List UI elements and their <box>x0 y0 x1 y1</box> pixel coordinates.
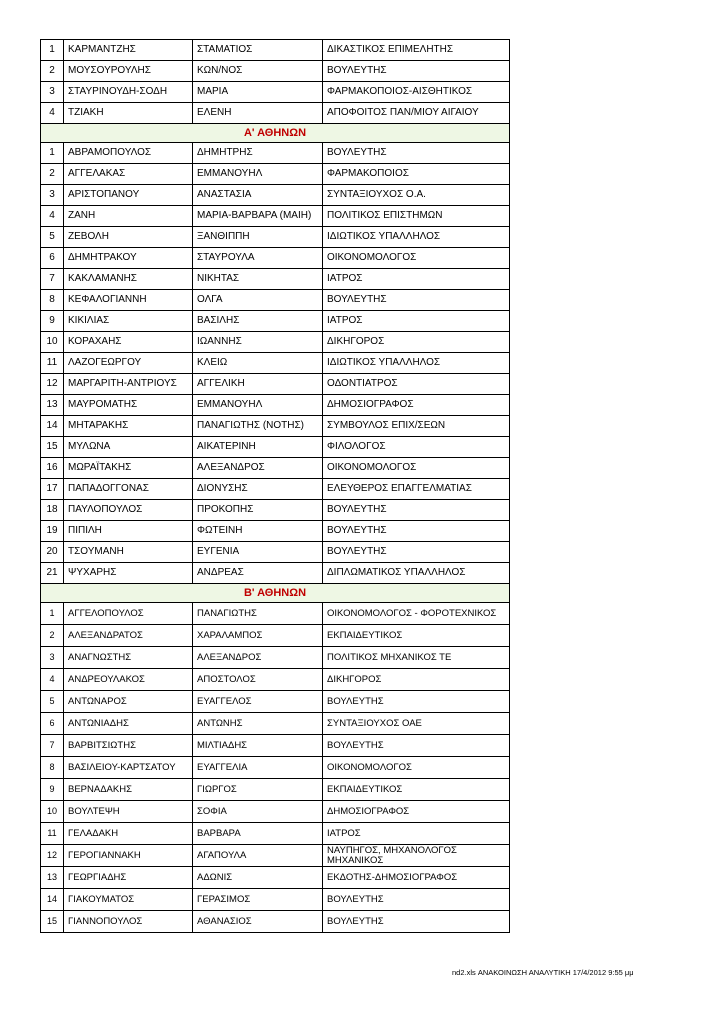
table-row <box>41 164 510 185</box>
row-number: 3 <box>41 647 64 669</box>
section-b-rows <box>41 603 510 933</box>
first-name-cell: ΜΑΡΙΑ <box>193 82 323 103</box>
row-number: 10 <box>41 801 64 823</box>
row-number: 7 <box>41 269 64 290</box>
profession-cell: ΔΙΚΑΣΤΙΚΟΣ ΕΠΙΜΕΛΗΤΗΣ <box>323 40 510 61</box>
first-name-cell: ΒΑΡΒΑΡΑ <box>193 823 323 845</box>
section-header-a <box>41 124 510 143</box>
profession-cell: ΟΙΚΟΝΟΜΟΛΟΓΟΣ - ΦΟΡΟΤΕΧΝΙΚΟΣ <box>323 603 510 625</box>
profession-cell: ΒΟΥΛΕΥΤΗΣ <box>323 735 510 757</box>
candidate-table <box>40 39 510 933</box>
profession-cell: ΙΑΤΡΟΣ <box>323 311 510 332</box>
table-row <box>41 500 510 521</box>
table-row <box>41 801 510 823</box>
table-row <box>41 269 510 290</box>
row-number: 2 <box>41 164 64 185</box>
profession-cell: ΔΗΜΟΣΙΟΓΡΑΦΟΣ <box>323 801 510 823</box>
table-row <box>41 395 510 416</box>
sheet-footer: nd2.xls ΑΝΑΚΟΙΝΩΣΗ ΑΝΑΛΥΤΙΚΗ 17/4/2012 9:55 μμ <box>452 968 634 977</box>
profession-cell: ΠΟΛΙΤΙΚΟΣ ΕΠΙΣΤΗΜΩΝ <box>323 206 510 227</box>
first-name-cell: ΕΜΜΑΝΟΥΗΛ <box>193 395 323 416</box>
row-number: 16 <box>41 458 64 479</box>
surname-cell: ΜΑΥΡΟΜΑΤΗΣ <box>64 395 193 416</box>
table-row <box>41 713 510 735</box>
surname-cell: ΑΓΓΕΛΟΠΟΥΛΟΣ <box>64 603 193 625</box>
profession-cell: ΦΑΡΜΑΚΟΠΟΙΟΣ <box>323 164 510 185</box>
row-number: 9 <box>41 779 64 801</box>
table-row <box>41 845 510 867</box>
row-number: 11 <box>41 823 64 845</box>
row-number: 2 <box>41 61 64 82</box>
table-row <box>41 40 510 61</box>
first-name-cell: ΣΤΑΜΑΤΙΟΣ <box>193 40 323 61</box>
surname-cell: ΣΤΑΥΡΙΝΟΥΔΗ-ΣΟΔΗ <box>64 82 193 103</box>
row-number: 5 <box>41 691 64 713</box>
table-row <box>41 437 510 458</box>
surname-cell: ΓΕΡΟΓΙΑΝΝΑΚΗ <box>64 845 193 867</box>
row-number: 10 <box>41 332 64 353</box>
row-number: 1 <box>41 143 64 164</box>
profession-cell: ΕΛΕΥΘΕΡΟΣ ΕΠΑΓΓΕΛΜΑΤΙΑΣ <box>323 479 510 500</box>
table-row <box>41 669 510 691</box>
first-name-cell: ΕΛΕΝΗ <box>193 103 323 124</box>
row-number: 7 <box>41 735 64 757</box>
surname-cell: ΑΒΡΑΜΟΠΟΥΛΟΣ <box>64 143 193 164</box>
profession-cell: ΒΟΥΛΕΥΤΗΣ <box>323 889 510 911</box>
first-name-cell: ΑΓΑΠΟΥΛΑ <box>193 845 323 867</box>
profession-cell: ΔΙΚΗΓΟΡΟΣ <box>323 669 510 691</box>
first-name-cell: ΑΛΕΞΑΝΔΡΟΣ <box>193 647 323 669</box>
profession-cell: ΟΙΚΟΝΟΜΟΛΟΓΟΣ <box>323 757 510 779</box>
section-a-header-group <box>41 124 510 143</box>
table-row <box>41 374 510 395</box>
profession-cell: ΙΑΤΡΟΣ <box>323 823 510 845</box>
section-title-a: Α' ΑΘΗΝΩΝ <box>41 124 510 143</box>
row-number: 15 <box>41 437 64 458</box>
row-number: 19 <box>41 521 64 542</box>
profession-cell: ΟΙΚΟΝΟΜΟΛΟΓΟΣ <box>323 248 510 269</box>
first-name-cell: ΞΑΝΘΙΠΠΗ <box>193 227 323 248</box>
first-name-cell: ΑΔΩΝΙΣ <box>193 867 323 889</box>
first-name-cell: ΚΩΝ/ΝΟΣ <box>193 61 323 82</box>
surname-cell: ΠΑΠΑΔΟΓΓΟΝΑΣ <box>64 479 193 500</box>
table-row <box>41 479 510 500</box>
profession-cell: ΒΟΥΛΕΥΤΗΣ <box>323 521 510 542</box>
surname-cell: ΖΕΒΟΛΗ <box>64 227 193 248</box>
first-name-cell: ΜΑΡΙΑ-ΒΑΡΒΑΡΑ (ΜΑΙΗ) <box>193 206 323 227</box>
surname-cell: ΑΛΕΞΑΝΔΡΑΤΟΣ <box>64 625 193 647</box>
first-name-cell: ΚΛΕΙΩ <box>193 353 323 374</box>
section-header-b <box>41 584 510 603</box>
table-row <box>41 248 510 269</box>
profession-cell: ΦΑΡΜΑΚΟΠΟΙΟΣ-ΑΙΣΘΗΤΙΚΟΣ <box>323 82 510 103</box>
surname-cell: ΜΩΡΑΪΤΑΚΗΣ <box>64 458 193 479</box>
table-row <box>41 458 510 479</box>
profession-cell: ΒΟΥΛΕΥΤΗΣ <box>323 911 510 933</box>
first-name-cell: ΑΝΔΡΕΑΣ <box>193 563 323 584</box>
table-row <box>41 332 510 353</box>
surname-cell: ΤΖΙΑΚΗ <box>64 103 193 124</box>
row-number: 5 <box>41 227 64 248</box>
row-number: 4 <box>41 103 64 124</box>
surname-cell: ΓΙΑΚΟΥΜΑΤΟΣ <box>64 889 193 911</box>
surname-cell: ΛΑΖΟΓΕΩΡΓΟΥ <box>64 353 193 374</box>
row-number: 9 <box>41 311 64 332</box>
table-row <box>41 185 510 206</box>
row-number: 11 <box>41 353 64 374</box>
table-row <box>41 823 510 845</box>
first-name-cell: ΑΛΕΞΑΝΔΡΟΣ <box>193 458 323 479</box>
row-number: 15 <box>41 911 64 933</box>
first-name-cell: ΣΤΑΥΡΟΥΛΑ <box>193 248 323 269</box>
table-row <box>41 542 510 563</box>
first-name-cell: ΕΥΓΕΝΙΑ <box>193 542 323 563</box>
surname-cell: ΤΣΟΥΜΑΝΗ <box>64 542 193 563</box>
surname-cell: ΒΑΡΒΙΤΣΙΩΤΗΣ <box>64 735 193 757</box>
first-name-cell: ΑΘΑΝΑΣΙΟΣ <box>193 911 323 933</box>
row-number: 4 <box>41 206 64 227</box>
surname-cell: ΓΙΑΝΝΟΠΟΥΛΟΣ <box>64 911 193 933</box>
row-number: 14 <box>41 416 64 437</box>
table-row <box>41 103 510 124</box>
row-number: 14 <box>41 889 64 911</box>
row-number: 8 <box>41 757 64 779</box>
row-number: 4 <box>41 669 64 691</box>
first-name-cell: ΔΗΜΗΤΡΗΣ <box>193 143 323 164</box>
table-row <box>41 82 510 103</box>
table-row <box>41 563 510 584</box>
surname-cell: ΔΗΜΗΤΡΑΚΟΥ <box>64 248 193 269</box>
surname-cell: ΚΙΚΙΛΙΑΣ <box>64 311 193 332</box>
first-name-cell: ΠΑΝΑΓΙΩΤΗΣ (ΝΟΤΗΣ) <box>193 416 323 437</box>
profession-cell: ΣΥΝΤΑΞΙΟΥΧΟΣ ΟΑΕ <box>323 713 510 735</box>
table-row <box>41 867 510 889</box>
table-row <box>41 735 510 757</box>
first-name-cell: ΓΙΩΡΓΟΣ <box>193 779 323 801</box>
surname-cell: ΚΑΡΜΑΝΤΖΗΣ <box>64 40 193 61</box>
table-row <box>41 206 510 227</box>
first-name-cell: ΑΠΟΣΤΟΛΟΣ <box>193 669 323 691</box>
row-number: 18 <box>41 500 64 521</box>
row-number: 2 <box>41 625 64 647</box>
surname-cell: ΑΝΤΩΝΑΡΟΣ <box>64 691 193 713</box>
surname-cell: ΑΝΤΩΝΙΑΔΗΣ <box>64 713 193 735</box>
profession-cell: ΒΟΥΛΕΥΤΗΣ <box>323 542 510 563</box>
profession-cell: ΕΚΠΑΙΔΕΥΤΙΚΟΣ <box>323 625 510 647</box>
profession-cell: ΟΔΟΝΤΙΑΤΡΟΣ <box>323 374 510 395</box>
table-row <box>41 691 510 713</box>
surname-cell: ΠΑΥΛΟΠΟΥΛΟΣ <box>64 500 193 521</box>
table-row <box>41 353 510 374</box>
surname-cell: ΜΗΤΑΡΑΚΗΣ <box>64 416 193 437</box>
profession-cell: ΒΟΥΛΕΥΤΗΣ <box>323 500 510 521</box>
surname-cell: ΜΑΡΓΑΡΙΤΗ-ΑΝΤΡΙΟΥΣ <box>64 374 193 395</box>
row-number: 6 <box>41 713 64 735</box>
surname-cell: ΓΕΛΑΔΑΚΗ <box>64 823 193 845</box>
row-number: 21 <box>41 563 64 584</box>
profession-cell: ΠΟΛΙΤΙΚΟΣ ΜΗΧΑΝΙΚΟΣ ΤΕ <box>323 647 510 669</box>
first-name-cell: ΙΩΑΝΝΗΣ <box>193 332 323 353</box>
row-number: 12 <box>41 374 64 395</box>
first-name-cell: ΑΙΚΑΤΕΡΙΝΗ <box>193 437 323 458</box>
profession-cell: ΙΔΙΩΤΙΚΟΣ ΥΠΑΛΛΗΛΟΣ <box>323 353 510 374</box>
profession-cell: ΔΙΠΛΩΜΑΤΙΚΟΣ ΥΠΑΛΛΗΛΟΣ <box>323 563 510 584</box>
profession-cell: ΒΟΥΛΕΥΤΗΣ <box>323 143 510 164</box>
table-row <box>41 227 510 248</box>
surname-cell: ΒΑΣΙΛΕΙΟΥ-ΚΑΡΤΣΑΤΟΥ <box>64 757 193 779</box>
profession-cell: ΕΚΔΟΤΗΣ-ΔΗΜΟΣΙΟΓΡΑΦΟΣ <box>323 867 510 889</box>
profession-cell: ΒΟΥΛΕΥΤΗΣ <box>323 61 510 82</box>
first-name-cell: ΔΙΟΝΥΣΗΣ <box>193 479 323 500</box>
first-name-cell: ΕΥΑΓΓΕΛΙΑ <box>193 757 323 779</box>
first-name-cell: ΠΡΟΚΟΠΗΣ <box>193 500 323 521</box>
first-name-cell: ΟΛΓΑ <box>193 290 323 311</box>
profession-cell: ΟΙΚΟΝΟΜΟΛΟΓΟΣ <box>323 458 510 479</box>
surname-cell: ΖΑΝΗ <box>64 206 193 227</box>
profession-cell: ΔΙΚΗΓΟΡΟΣ <box>323 332 510 353</box>
row-number: 1 <box>41 40 64 61</box>
first-name-cell: ΠΑΝΑΓΙΩΤΗΣ <box>193 603 323 625</box>
first-name-cell: ΑΝΤΩΝΗΣ <box>193 713 323 735</box>
profession-cell: ΒΟΥΛΕΥΤΗΣ <box>323 691 510 713</box>
surname-cell: ΜΟΥΣΟΥΡΟΥΛΗΣ <box>64 61 193 82</box>
first-name-cell: ΦΩΤΕΙΝΗ <box>193 521 323 542</box>
first-name-cell: ΒΑΣΙΛΗΣ <box>193 311 323 332</box>
profession-cell: ΦΙΛΟΛΟΓΟΣ <box>323 437 510 458</box>
first-name-cell: ΣΟΦΙΑ <box>193 801 323 823</box>
surname-cell: ΑΝΑΓΝΩΣΤΗΣ <box>64 647 193 669</box>
surname-cell: ΒΟΥΛΤΕΨΗ <box>64 801 193 823</box>
profession-cell: ΔΗΜΟΣΙΟΓΡΑΦΟΣ <box>323 395 510 416</box>
table-row <box>41 311 510 332</box>
table-row <box>41 647 510 669</box>
profession-cell: ΝΑΥΠΗΓΟΣ, ΜΗΧΑΝΟΛΟΓΟΣ ΜΗΧΑΝΙΚΟΣ <box>323 845 510 867</box>
section-a-rows <box>41 143 510 584</box>
first-name-cell: ΕΥΑΓΓΕΛΟΣ <box>193 691 323 713</box>
row-number: 3 <box>41 185 64 206</box>
profession-cell: ΣΥΜΒΟΥΛΟΣ ΕΠΙΧ/ΣΕΩΝ <box>323 416 510 437</box>
profession-cell: ΣΥΝΤΑΞΙΟΥΧΟΣ Ο.Α. <box>323 185 510 206</box>
table-row <box>41 889 510 911</box>
first-name-cell: ΝΙΚΗΤΑΣ <box>193 269 323 290</box>
surname-cell: ΨΥΧΑΡΗΣ <box>64 563 193 584</box>
table-row <box>41 625 510 647</box>
profession-cell: ΑΠΟΦΟΙΤΟΣ ΠΑΝ/ΜΙΟΥ ΑΙΓΑΙΟΥ <box>323 103 510 124</box>
row-number: 8 <box>41 290 64 311</box>
first-name-cell: ΧΑΡΑΛΑΜΠΟΣ <box>193 625 323 647</box>
candidate-sheet <box>40 39 509 933</box>
table-row <box>41 911 510 933</box>
row-number: 17 <box>41 479 64 500</box>
row-number: 3 <box>41 82 64 103</box>
profession-cell: ΙΑΤΡΟΣ <box>323 269 510 290</box>
first-name-cell: ΑΝΑΣΤΑΣΙΑ <box>193 185 323 206</box>
profession-cell: ΒΟΥΛΕΥΤΗΣ <box>323 290 510 311</box>
first-name-cell: ΕΜΜΑΝΟΥΗΛ <box>193 164 323 185</box>
table-row <box>41 603 510 625</box>
row-number: 12 <box>41 845 64 867</box>
table-row <box>41 521 510 542</box>
table-row <box>41 61 510 82</box>
profession-cell: ΙΔΙΩΤΙΚΟΣ ΥΠΑΛΛΗΛΟΣ <box>323 227 510 248</box>
surname-cell: ΜΥΛΩΝΑ <box>64 437 193 458</box>
surname-cell: ΠΙΠΙΛΗ <box>64 521 193 542</box>
table-row <box>41 779 510 801</box>
surname-cell: ΑΡΙΣΤΟΠΑΝΟΥ <box>64 185 193 206</box>
surname-cell: ΓΕΩΡΓΙΑΔΗΣ <box>64 867 193 889</box>
table-row <box>41 757 510 779</box>
section-title-b: Β' ΑΘΗΝΩΝ <box>41 584 510 603</box>
surname-cell: ΚΟΡΑΧΑΗΣ <box>64 332 193 353</box>
row-number: 1 <box>41 603 64 625</box>
first-name-cell: ΜΙΛΤΙΑΔΗΣ <box>193 735 323 757</box>
surname-cell: ΑΓΓΕΛΑΚΑΣ <box>64 164 193 185</box>
surname-cell: ΚΕΦΑΛΟΓΙΑΝΝΗ <box>64 290 193 311</box>
row-number: 13 <box>41 867 64 889</box>
table-row <box>41 290 510 311</box>
first-name-cell: ΑΓΓΕΛΙΚΗ <box>193 374 323 395</box>
row-number: 13 <box>41 395 64 416</box>
profession-cell: ΕΚΠΑΙΔΕΥΤΙΚΟΣ <box>323 779 510 801</box>
table-row <box>41 143 510 164</box>
row-number: 20 <box>41 542 64 563</box>
section-b-header-group <box>41 584 510 603</box>
top-rows-group <box>41 40 510 124</box>
first-name-cell: ΓΕΡΑΣΙΜΟΣ <box>193 889 323 911</box>
surname-cell: ΚΑΚΛΑΜΑΝΗΣ <box>64 269 193 290</box>
row-number: 6 <box>41 248 64 269</box>
table-row <box>41 416 510 437</box>
surname-cell: ΒΕΡΝΑΔΑΚΗΣ <box>64 779 193 801</box>
surname-cell: ΑΝΔΡΕΟΥΛΑΚΟΣ <box>64 669 193 691</box>
